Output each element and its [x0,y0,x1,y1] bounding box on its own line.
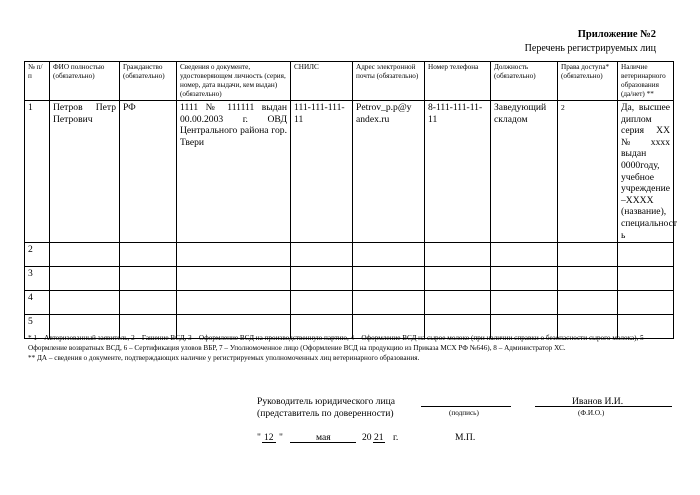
signer-role-line2: (представитель по доверенности) [257,408,394,419]
registration-table [24,61,678,339]
cell-snils: 111-111-111-11 [291,101,353,243]
column-header-email: Адрес электронной почты (обязательно) [353,62,425,101]
day-line [262,442,276,443]
footnote-access-rights: * 1 – Авторизованный заявитель, 2 – Гашение ВСД, 3 – Оформление ВСД на производственную партию, 4 – Оформление ВСД на сырое молоко (при наличии справки о безопасности сырого молока), 5 – Оформление возвратных ВСД, 6 – Сертификация уловов ВБР, 7 – Уполномоченное лицо (Оформление ВСД на продукцию из Приказа МСХ РФ №646), 8 – Администратор ХС. [28,334,650,352]
signature-line [421,406,511,407]
table-row [25,291,674,315]
cell-citizenship: РФ [120,101,177,243]
footnotes [28,333,673,363]
column-header-number: № п/п [25,62,50,101]
cell-phone: 8-111-111-11-11 [425,101,491,243]
table-row [25,243,674,267]
table-header-row [25,62,674,101]
appendix-title: Приложение №2 [577,29,656,40]
cell-number: 1 [25,101,50,243]
footnote-education: ** ДА – сведения о документе, подтверждающих наличие у регистрируемых уполномоченных лиц ветеринарного образования. [28,354,420,362]
column-header-snils: СНИЛС [291,62,353,101]
signer-name: Иванов И.И. [572,396,624,407]
column-header-phone: Номер телефона [425,62,491,101]
date-year-word: г. [393,432,399,443]
cell-fio: Петров Петр Петрович [50,101,120,243]
document-subtitle: Перечень регистрируемых лиц [524,43,656,54]
date-year-prefix: 20 [362,432,372,443]
name-line [535,406,672,407]
cell-email: Petrov_p.p@y andex.ru [353,101,425,243]
cell-number: 2 [25,243,50,267]
column-header-document: Сведения о документе, удостоверяющем личность (серия, номер, дата выдачи, кем выдан) (обязательно) [177,62,291,101]
name-caption: (Ф.И.О.) [578,409,605,417]
date-quote-close: " [279,432,283,443]
signature-caption: (подпись) [449,409,479,417]
month-line [290,442,356,443]
stamp-placeholder: М.П. [455,432,476,443]
date-day: 12 [264,432,274,443]
cell-number: 3 [25,267,50,291]
year-line [373,442,385,443]
cell-education: Да, высшее диплом серия XX №xxxx выдан 0000году, учебное учреждение –XXXX (название), специальност ь [618,101,674,243]
table-row [25,267,674,291]
cell-access: 2 [558,101,618,243]
date-month: мая [316,432,331,443]
signer-role-line1: Руководитель юридического лица [257,396,395,407]
column-header-position: Должность (обязательно) [491,62,558,101]
column-header-citizenship: Гражданство (обязательно) [120,62,177,101]
cell-number: 5 [25,315,50,339]
column-header-access: Права доступа* (обязательно) [558,62,618,101]
cell-position: Заведующий складом [491,101,558,243]
column-header-education: Наличие ветеринарного образования (да/нет) ** [618,62,674,101]
cell-number: 4 [25,291,50,315]
table-row [25,101,674,243]
date-quote-open: " [257,432,261,443]
date-year-suffix: 21 [374,432,384,443]
cell-document: 1111 № 111111 выдан 00.00.2003 г. ОВД Центрального района гор. Твери [177,101,291,243]
column-header-fio: ФИО полностью (обязательно) [50,62,120,101]
